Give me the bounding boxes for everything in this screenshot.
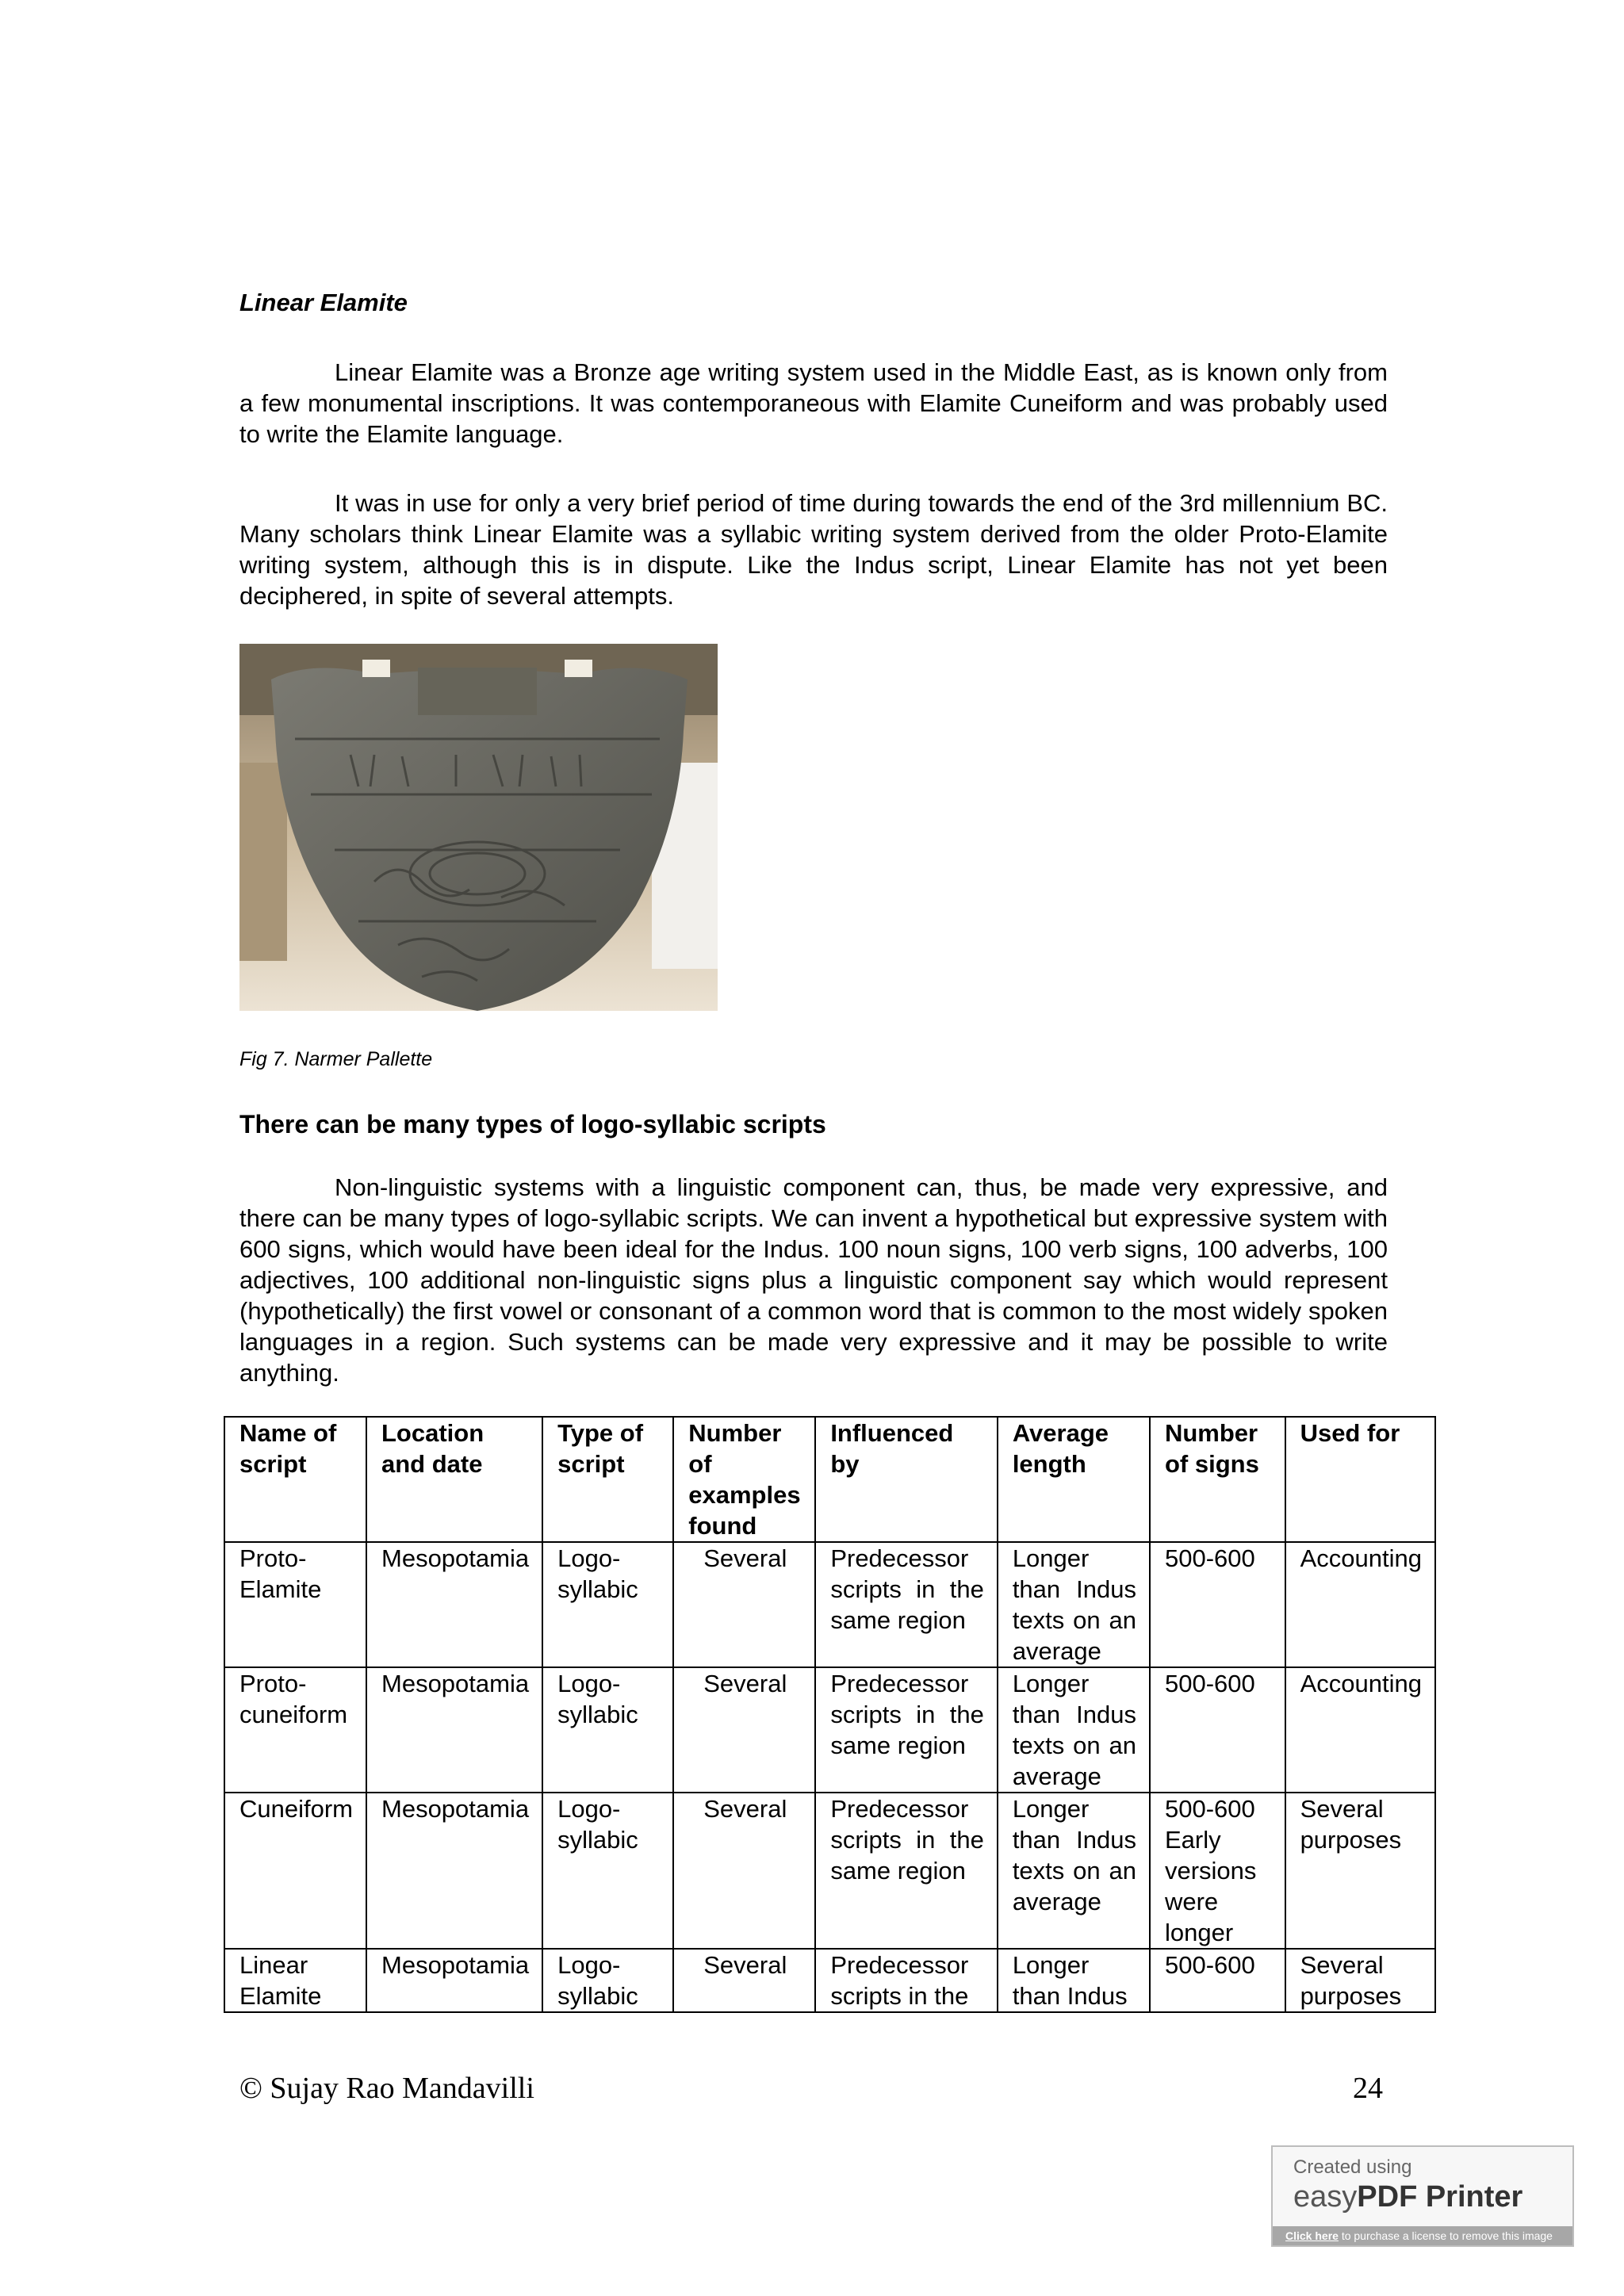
table-cell: Predecessor scripts in the same region: [815, 1793, 998, 1949]
table-cell: Predecessor scripts in the: [815, 1949, 998, 2012]
table-cell: 500-600: [1150, 1949, 1285, 2012]
figure-caption: Fig 7. Narmer Pallette: [239, 1048, 433, 1070]
table-cell: Proto-Elamite: [224, 1542, 366, 1667]
table-row: [224, 1793, 1435, 1949]
table-cell: Several: [673, 1542, 815, 1667]
table-cell: Mesopotamia: [366, 1667, 542, 1793]
narmer-palette-photo: [239, 644, 718, 1011]
column-header: Number of signs: [1150, 1417, 1285, 1542]
table-cell: Several: [673, 1793, 815, 1949]
paragraph-text: It was in use for only a very brief period of time during towards the end of the 3rd millennium BC. Many scholars think Linear Elamite was a syllabic writing system derived from the older Proto-Elamite writing system, although this is in dispute. Like the Indus script, Linear Elamite has not yet been deciphered, in spite of several attempts.: [239, 489, 1388, 610]
table-cell: Longer than Indus texts on an average: [998, 1667, 1150, 1793]
scripts-comparison-table: [224, 1416, 1436, 2013]
table-cell: Predecessor scripts in the same region: [815, 1542, 998, 1667]
table-cell: Mesopotamia: [366, 1949, 542, 2012]
table-cell: Accounting: [1285, 1667, 1435, 1793]
footer-copyright: © Sujay Rao Mandavilli: [239, 2072, 534, 2105]
table-cell: Proto-cuneiform: [224, 1667, 366, 1793]
table-cell: Longer than Indus texts on an average: [998, 1542, 1150, 1667]
paragraph: [239, 357, 1388, 450]
paragraph-text: Linear Elamite was a Bronze age writing system used in the Middle East, as is known only from a few monumental inscriptions. It was contemporaneous with Elamite Cuneiform and was probably used to write the Elamite language.: [239, 358, 1388, 448]
table-header-row: [224, 1417, 1435, 1542]
table-cell: 500-600 Early versions were longer: [1150, 1793, 1285, 1949]
badge-license-text: to purchase a license to remove this image: [1338, 2229, 1553, 2242]
paragraph: [239, 1172, 1388, 1388]
table-cell: Mesopotamia: [366, 1542, 542, 1667]
table-cell: Logo-syllabic: [542, 1793, 673, 1949]
column-header: Used for: [1285, 1417, 1435, 1542]
section-title-logo-syllabic: There can be many types of logo-syllabic scripts: [239, 1110, 826, 1138]
badge-license-bar[interactable]: [1273, 2226, 1572, 2245]
badge-brand-prefix: easy: [1293, 2180, 1358, 2214]
table-cell: Several: [673, 1667, 815, 1793]
column-header: Type of script: [542, 1417, 673, 1542]
badge-brand: [1293, 2180, 1522, 2214]
column-header: Name of script: [224, 1417, 366, 1542]
column-header: Influenced by: [815, 1417, 998, 1542]
table-cell: Accounting: [1285, 1542, 1435, 1667]
section-title-linear-elamite: Linear Elamite: [239, 289, 408, 316]
table-cell: Several purposes: [1285, 1793, 1435, 1949]
table-cell: Logo-syllabic: [542, 1949, 673, 2012]
paragraph-text: Non-linguistic systems with a linguistic component can, thus, be made very expressive, and there can be many types of logo-syllabic scripts. We can invent a hypothetical but expressive system with 600 signs, which would have been ideal for the Indus. 100 noun signs, 100 verb signs, 100 adverbs, 100 adjectives, 100 additional non-linguistic signs plus a linguistic component say which would represent (hypothetically) the first vowel or consonant of a common word that is common to the most widely spoken languages in a region. Such systems can be made very expressive and it may be possible to write anything.: [239, 1173, 1388, 1387]
table-cell: Logo-syllabic: [542, 1667, 673, 1793]
table-cell: Longer than Indus texts on an average: [998, 1793, 1150, 1949]
table-cell: Cuneiform: [224, 1793, 366, 1949]
badge-brand-name: PDF Printer: [1357, 2180, 1523, 2214]
page-number: 24: [1353, 2072, 1383, 2105]
table-cell: Linear Elamite: [224, 1949, 366, 2012]
click-here-link[interactable]: Click here: [1285, 2229, 1339, 2242]
column-header: Location and date: [366, 1417, 542, 1542]
table-cell: Several purposes: [1285, 1949, 1435, 2012]
table-row: [224, 1949, 1435, 2012]
table-cell: 500-600: [1150, 1667, 1285, 1793]
table-cell: Several: [673, 1949, 815, 2012]
table-row: [224, 1667, 1435, 1793]
badge-created-using: Created using: [1293, 2156, 1412, 2178]
paragraph: [239, 488, 1388, 611]
column-header: Average length: [998, 1417, 1150, 1542]
table-row: [224, 1542, 1435, 1667]
easypdf-printer-badge[interactable]: [1271, 2145, 1574, 2247]
table-cell: 500-600: [1150, 1542, 1285, 1667]
table-cell: Mesopotamia: [366, 1793, 542, 1949]
column-header: Number of examples found: [673, 1417, 815, 1542]
table-cell: Logo-syllabic: [542, 1542, 673, 1667]
table-cell: Predecessor scripts in the same region: [815, 1667, 998, 1793]
table-cell: Longer than Indus: [998, 1949, 1150, 2012]
